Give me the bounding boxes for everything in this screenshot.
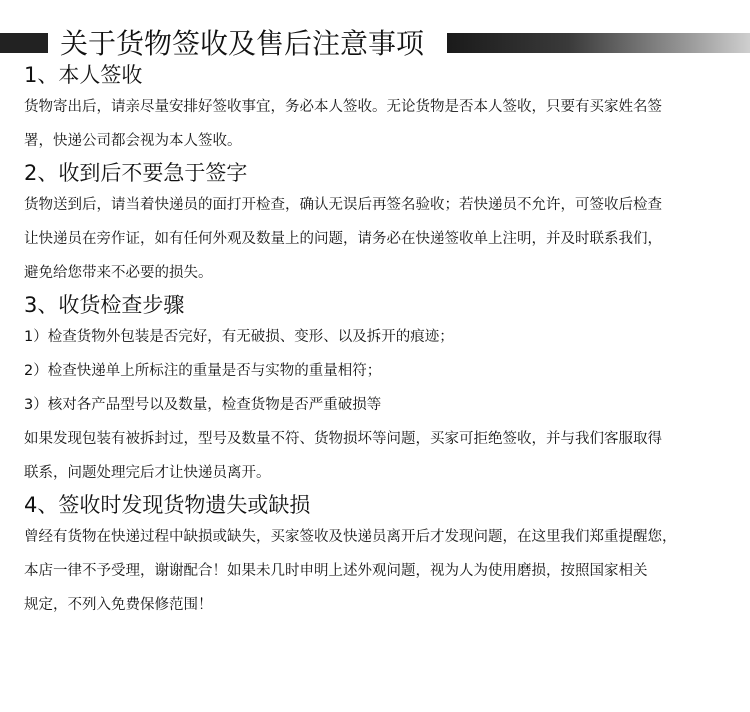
header-bar-right (447, 33, 750, 53)
section-heading: 3、收货检查步骤 (24, 293, 185, 317)
notice-content (24, 60, 740, 622)
paragraph-line: 规定，不列入免费保修范围！ (24, 597, 213, 613)
paragraph-line: 曾经有货物在快递过程中缺损或缺失，买家签收及快递员离开后才发现问题，在这里我们郑重提醒您， (24, 529, 677, 545)
section-heading: 1、本人签收 (24, 63, 143, 87)
paragraph-line: 让快递员在旁作证，如有任何外观及数量上的问题，请务必在快递签收单上注明，并及时联系我们， (24, 231, 662, 247)
paragraph-line: 本店一律不予受理，谢谢配合！如果未几时申明上述外观问题，视为人为使用磨损，按照国家相关 (24, 563, 648, 579)
page-title: 关于货物签收及售后注意事项 (60, 27, 425, 60)
paragraph-line: 货物寄出后，请亲尽量安排好签收事宜，务必本人签收。无论货物是否本人签收，只要有买家姓名签 (24, 99, 662, 115)
section-personal-signing (24, 60, 740, 158)
paragraph-line: 3）核对各产品型号以及数量，检查货物是否严重破损等 (24, 397, 382, 413)
paragraph-line: 货物送到后，请当着快递员的面打开检查，确认无误后再签名验收；若快递员不允许，可签收后检查 (24, 197, 662, 213)
section-inspection-steps (24, 290, 740, 490)
section-heading: 2、收到后不要急于签字 (24, 161, 248, 185)
paragraph-line: 联系，问题处理完后才让快递员离开。 (24, 465, 271, 481)
paragraph-line: 2）检查快递单上所标注的重量是否与实物的重量相符； (24, 363, 382, 379)
section-missing-or-damaged (24, 490, 740, 622)
header-bar-left (0, 33, 48, 53)
paragraph-line: 避免给您带来不必要的损失。 (24, 265, 213, 281)
section-dont-rush-signing (24, 158, 740, 290)
paragraph-line: 如果发现包装有被拆封过，型号及数量不符、货物损坏等问题，买家可拒绝签收，并与我们客服取得 (24, 431, 662, 447)
section-heading: 4、签收时发现货物遗失或缺损 (24, 493, 311, 517)
paragraph-line: 1）检查货物外包装是否完好，有无破损、变形、以及拆开的痕迹； (24, 329, 454, 345)
page-header (0, 28, 750, 64)
paragraph-line: 署，快递公司都会视为本人签收。 (24, 133, 242, 149)
